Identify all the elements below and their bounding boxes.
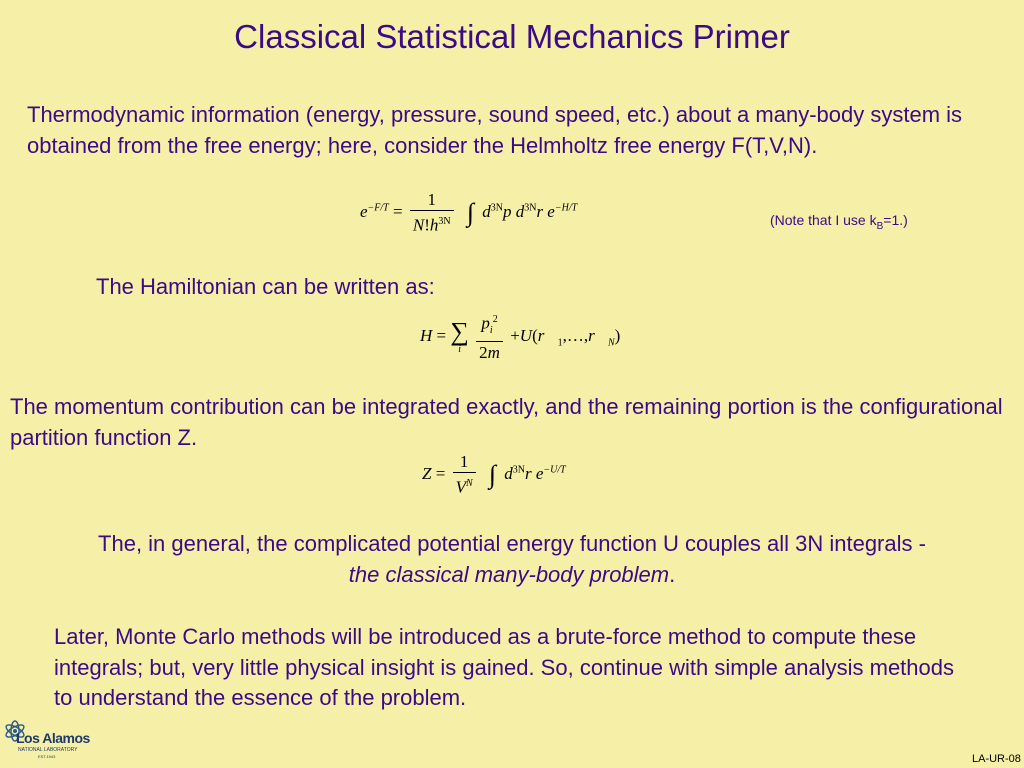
paragraph-hamiltonian: The Hamiltonian can be written as: [96, 274, 435, 299]
los-alamos-logo [4, 716, 94, 762]
equation-free-energy: $e^{-F/T}$ = $\frac{1}{N!h^{3N}}$ ∫ $d^{3N}p$ $d^{3N}r$ $e^{-H/T}$ [360, 190, 578, 235]
note-kb: (Note that I use $k_B=1$.) [770, 212, 908, 232]
slide-title: Classical Statistical Mechanics Primer [234, 18, 790, 55]
logo-established: EST.1943 [38, 754, 56, 759]
paragraph-momentum: The momentum contribution can be integrated exactly, and the remaining portion is the configurational partition function Z. [10, 394, 1003, 450]
equation-partition-function: Z = $\frac{1}{V^N}$ ∫ $d^{3N}r$ $e^{-U/T}$ [422, 452, 566, 497]
paragraph-many-body: The, in general, the complicated potential energy function U couples all 3N integrals - the classical many-body problem. [98, 531, 926, 587]
equation-hamiltonian: H = ∑ i $\frac{p_i^2}{2m}$ $+U(r⃗_1,\dots,r⃗_N)$ [420, 310, 620, 364]
logo-wordmark: Los Alamos [16, 730, 90, 746]
logo-subtitle: NATIONAL LABORATORY [18, 747, 78, 753]
footer-report-number: LA-UR-08 [972, 753, 1021, 765]
paragraph-free-energy: Thermodynamic information (energy, pressure, sound speed, etc.) about a many-body system is obtained from the free energy; here, consider the Helmholtz free energy F(T,V,N). [27, 102, 963, 158]
paragraph-monte-carlo: Later, Monte Carlo methods will be introduced as a brute-force method to compute these integrals; but, very little physical insight is gained. So, continue with simple analysis methods to understand the essence of the problem. [54, 624, 955, 710]
